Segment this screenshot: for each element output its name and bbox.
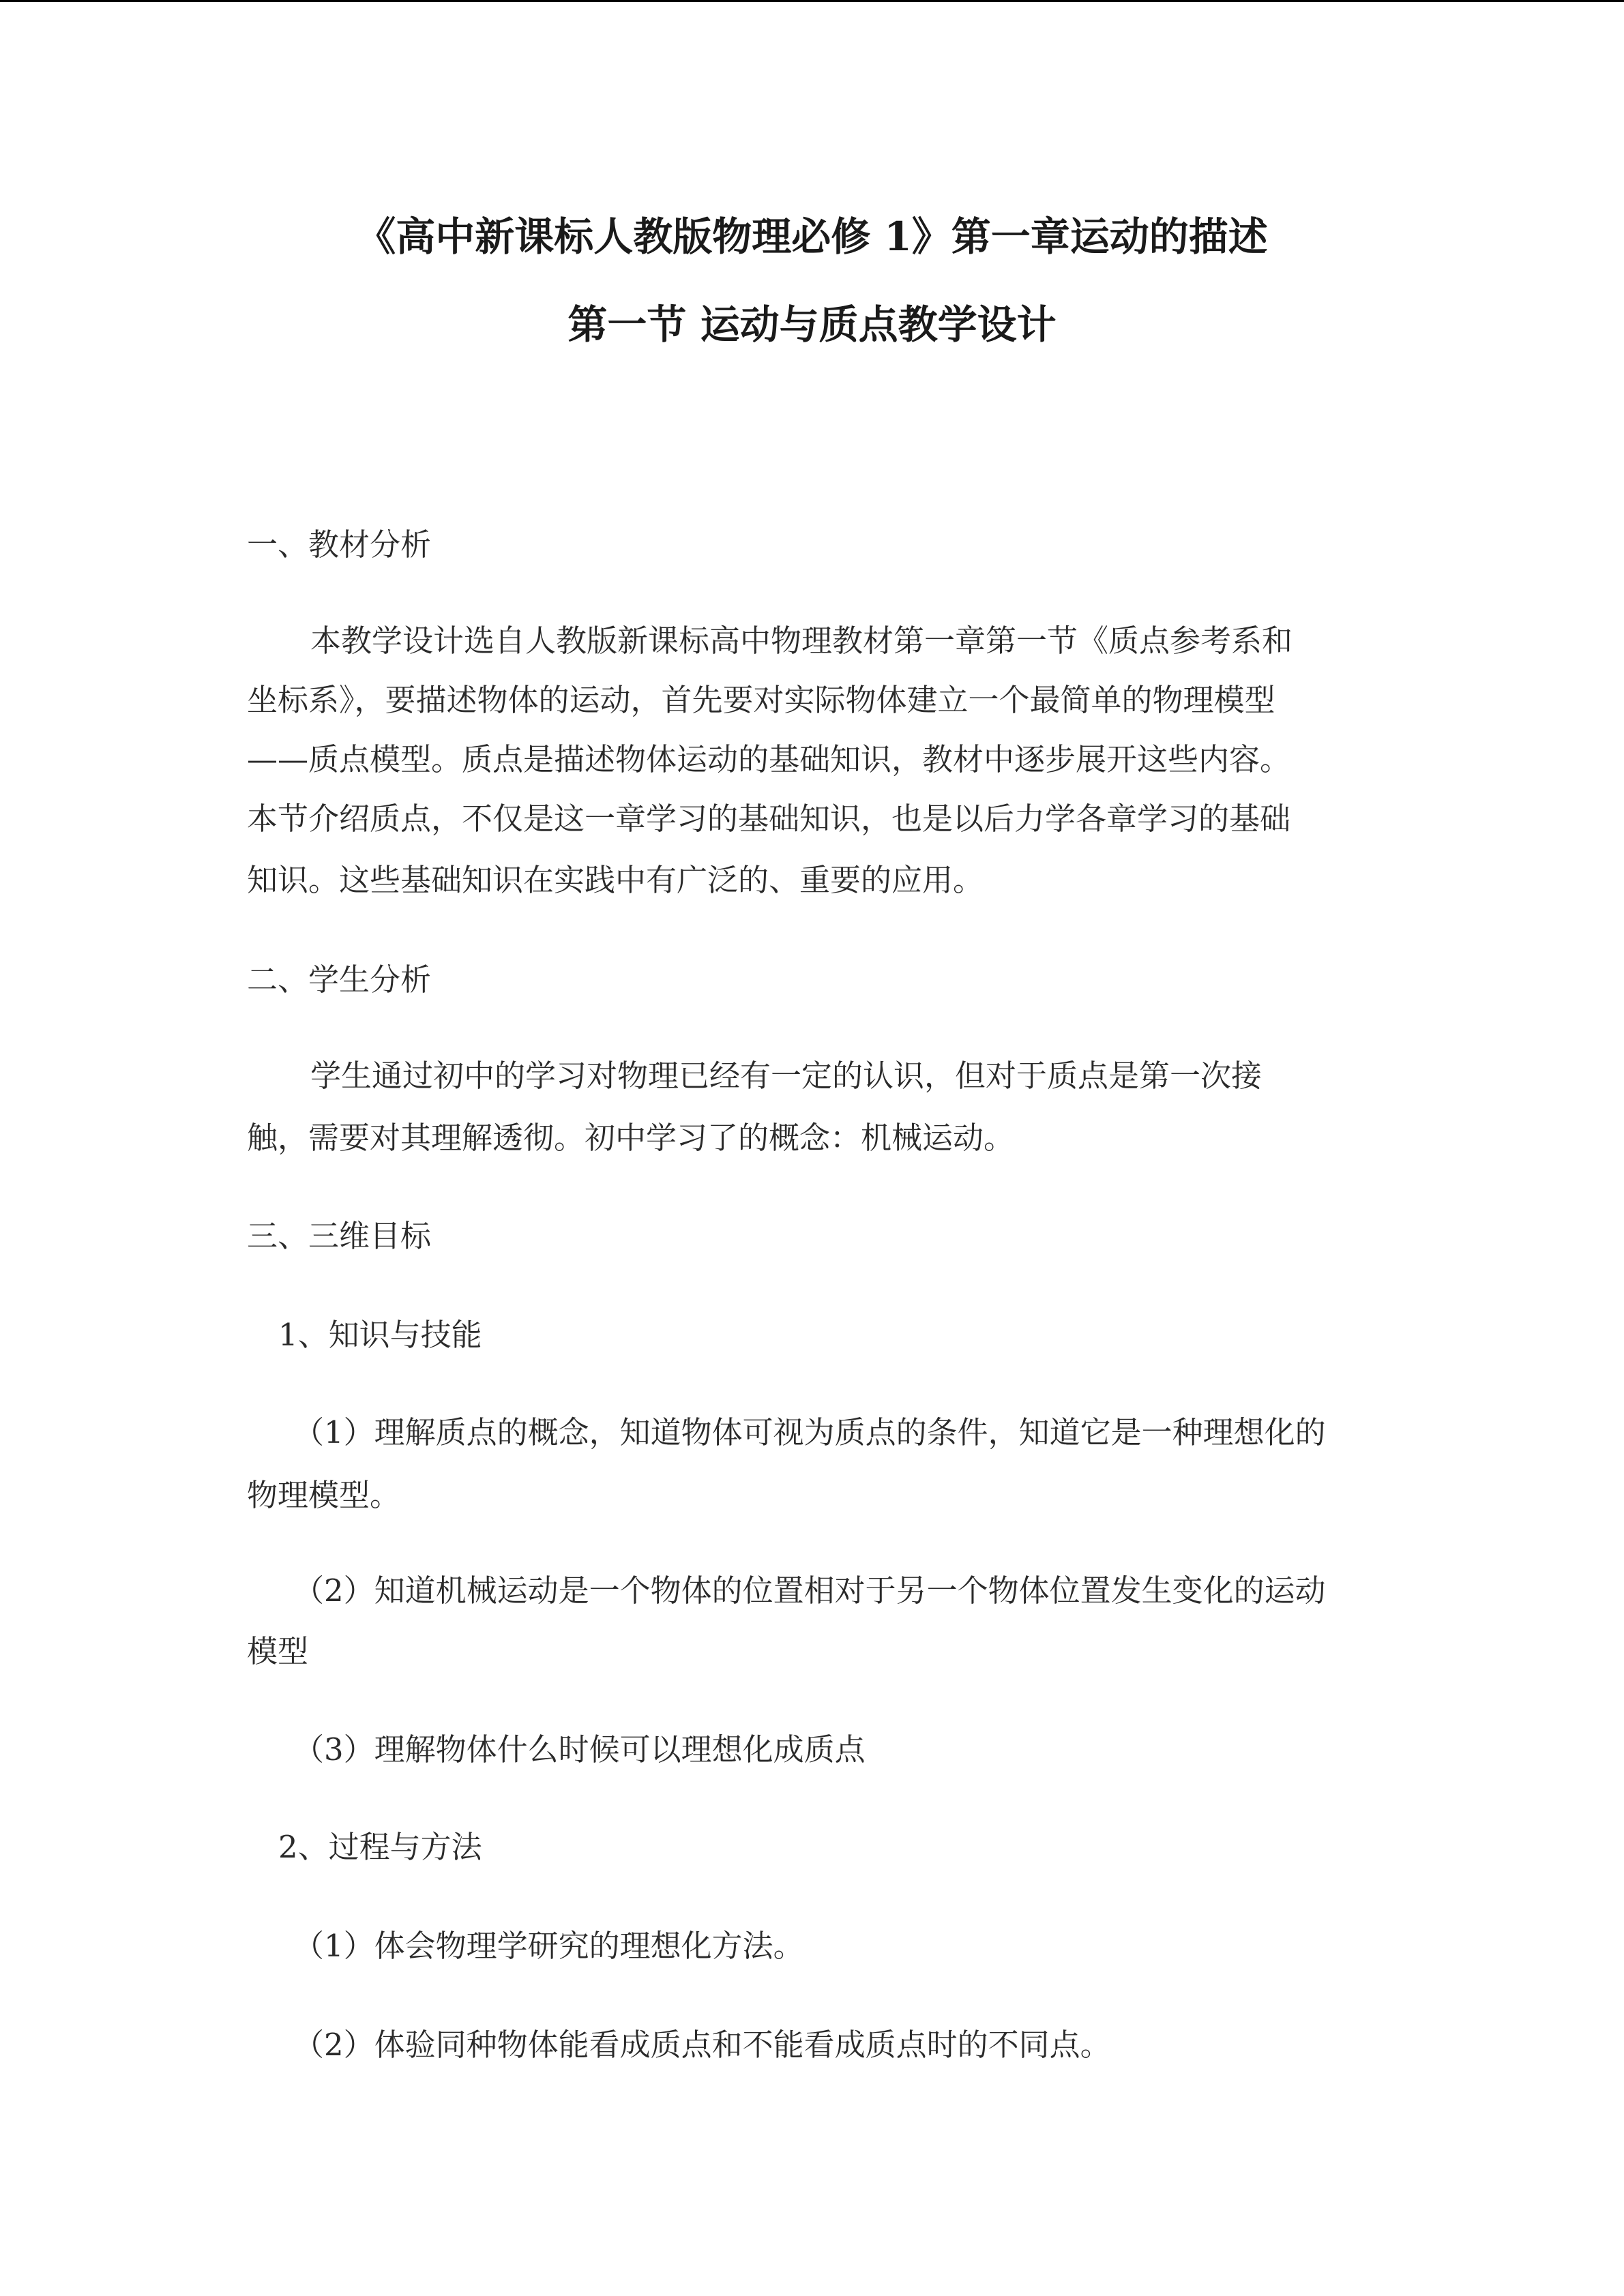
list-item-line: （1）理解质点的概念，知道物体可视为质点的条件，知道它是一种理想化的 [293, 1414, 1326, 1450]
paragraph-line: 触，需要对其理解透彻。初中学习了的概念：机械运动。 [247, 1120, 1015, 1156]
paragraph-line: 学生通过初中的学习对物理已经有一定的认识，但对于质点是第一次接 [310, 1058, 1263, 1094]
document-title: 《高中新课标人教版物理必修 1》第一章运动的描述 [356, 213, 1268, 260]
subsection-heading-knowledge-skills: 1、知识与技能 [278, 1317, 482, 1353]
list-item-line: （2）体验同种物体能看成质点和不能看成质点时的不同点。 [293, 2027, 1111, 2063]
paragraph-line: 坐标系》，要描述物体的运动，首先要对实际物体建立一个最简单的物理模型 [247, 682, 1275, 718]
document-subtitle: 第一节 运动与质点教学设计 [567, 301, 1057, 348]
list-item-line: （2）知道机械运动是一个物体的位置相对于另一个物体位置发生变化的运动 [293, 1572, 1326, 1609]
list-item-line: （1）体会物理学研究的理想化方法。 [293, 1928, 804, 1964]
list-item-line: 模型 [247, 1633, 309, 1669]
paragraph-line: 本教学设计选自人教版新课标高中物理教材第一章第一节《质点参考系和 [310, 623, 1293, 659]
subsection-heading-process-methods: 2、过程与方法 [278, 1829, 482, 1865]
paragraph-line: 本节介绍质点，不仅是这一章学习的基础知识，也是以后力学各章学习的基础 [247, 801, 1291, 837]
paragraph-line: 知识。这些基础知识在实践中有广泛的、重要的应用。 [247, 862, 984, 898]
list-item-line: （3）理解物体什么时候可以理想化成质点 [293, 1731, 866, 1768]
paragraph-line: ——质点模型。质点是描述物体运动的基础知识，教材中逐步展开这些内容。 [247, 741, 1291, 777]
section-heading-student-analysis: 二、学生分析 [247, 961, 432, 998]
section-heading-textbook-analysis: 一、教材分析 [247, 526, 432, 563]
section-heading-three-dimensional-goals: 三、三维目标 [247, 1218, 432, 1254]
list-item-line: 物理模型。 [247, 1477, 401, 1513]
